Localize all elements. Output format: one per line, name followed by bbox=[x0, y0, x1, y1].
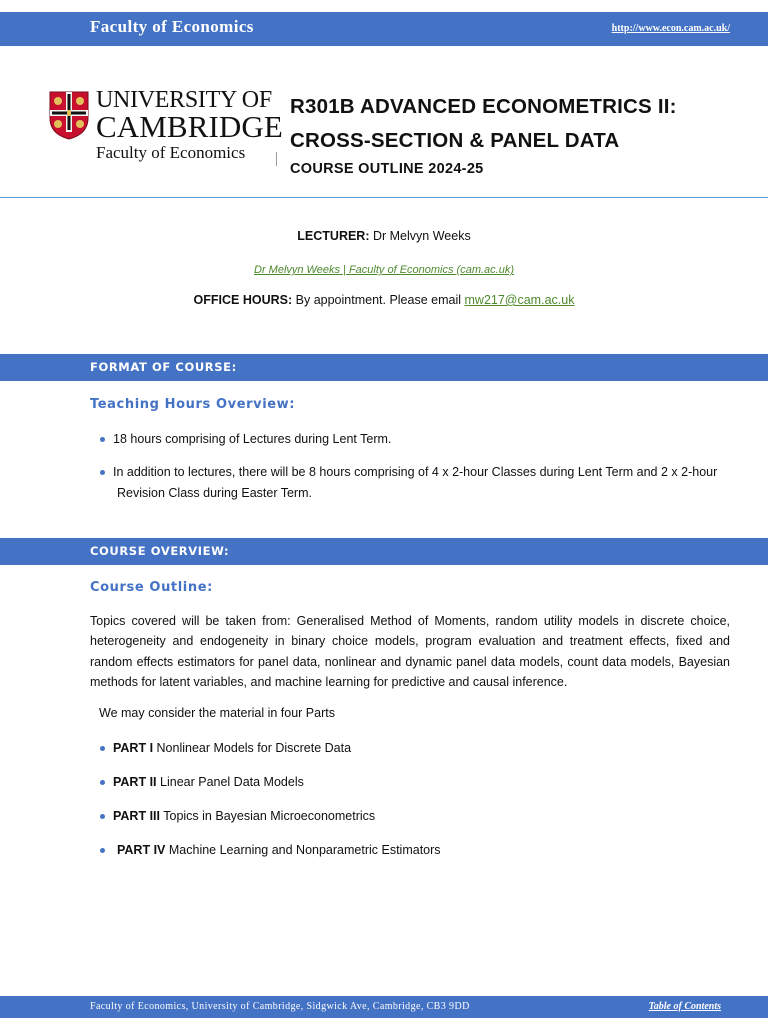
format-section-bar bbox=[0, 354, 768, 381]
lecturer-label: LECTURER: bbox=[297, 229, 370, 243]
university-logo bbox=[48, 87, 283, 168]
course-title-line2: CROSS-SECTION & PANEL DATA bbox=[290, 129, 620, 152]
office-hours-label: OFFICE HOURS: bbox=[193, 293, 293, 307]
footer-bar bbox=[0, 996, 768, 1018]
header-faculty-title: Faculty of Economics bbox=[90, 17, 254, 36]
overview-section-bar bbox=[0, 538, 768, 565]
bullet-icon bbox=[100, 814, 105, 819]
logo-faculty-text: Faculty of Economics bbox=[96, 143, 246, 162]
bullet-icon bbox=[100, 848, 105, 853]
format-section-heading: FORMAT OF COURSE: bbox=[90, 360, 237, 374]
lecturer-line bbox=[0, 229, 768, 243]
teaching-hours-list bbox=[100, 429, 717, 504]
bullet-icon bbox=[100, 780, 105, 785]
course-outline-subheading: Course Outline: bbox=[90, 580, 213, 595]
office-hours-line bbox=[0, 293, 768, 307]
teaching-hours-subheading: Teaching Hours Overview: bbox=[90, 397, 296, 412]
course-title-block bbox=[290, 90, 677, 180]
header-url-link[interactable]: http://www.econ.cam.ac.uk/ bbox=[611, 23, 730, 34]
lecturer-profile-link[interactable]: Dr Melvyn Weeks | Faculty of Economics (cam.ac.uk) bbox=[254, 264, 514, 276]
logo-cambridge-text: CAMBRIDGE bbox=[96, 109, 283, 144]
bullet-icon bbox=[100, 437, 105, 442]
bullet-icon bbox=[100, 470, 105, 475]
course-outline-year: COURSE OUTLINE 2024-25 bbox=[290, 161, 484, 177]
list-item: In addition to lectures, there will be 8 hours comprising of 4 x 2-hour Classes during Lent Term and 2 x 2-hour Revision Class during Easter Term. bbox=[100, 462, 717, 504]
parts-intro: We may consider the material in four Parts bbox=[99, 706, 335, 720]
header-bar bbox=[0, 12, 768, 46]
table-of-contents-link[interactable]: Table of Contents bbox=[648, 1001, 721, 1012]
lecturer-link-line bbox=[0, 262, 768, 276]
email-link[interactable]: mw217@cam.ac.uk bbox=[464, 293, 575, 307]
list-item: PART III Topics in Bayesian Microeconometrics bbox=[100, 806, 441, 827]
course-outline-paragraph: Topics covered will be taken from: Generalised Method of Moments, random utility models in discrete choice, heterogeneity and endogeneity in binary choice models, program evaluation and treatment effects, fixed and random effects estimators for panel data, nonlinear and dynamic panel data models, count data models, Bayesian methods for latent variables, and machine learning for predictive and causal inference. bbox=[90, 614, 730, 689]
list-item: PART IV Machine Learning and Nonparametric Estimators bbox=[100, 840, 441, 861]
logo-university-text: UNIVERSITY OF bbox=[96, 87, 272, 113]
footer-address: Faculty of Economics, University of Cambridge, Sidgwick Ave, Cambridge, CB3 9DD bbox=[90, 1001, 470, 1012]
list-item: PART II Linear Panel Data Models bbox=[100, 772, 441, 793]
overview-section-heading: COURSE OVERVIEW: bbox=[90, 544, 230, 558]
header-divider bbox=[0, 197, 768, 198]
logo-divider bbox=[276, 152, 277, 166]
bullet-icon bbox=[100, 746, 105, 751]
course-title-line1: R301B ADVANCED ECONOMETRICS II: bbox=[290, 95, 677, 118]
office-hours-text: By appointment. Please email bbox=[295, 293, 462, 307]
cambridge-crest-icon bbox=[48, 90, 90, 140]
lecturer-name: Dr Melvyn Weeks bbox=[372, 229, 471, 243]
parts-list bbox=[100, 738, 441, 861]
list-item: PART I Nonlinear Models for Discrete Data bbox=[100, 738, 441, 759]
list-item: 18 hours comprising of Lectures during Lent Term. bbox=[100, 429, 717, 450]
